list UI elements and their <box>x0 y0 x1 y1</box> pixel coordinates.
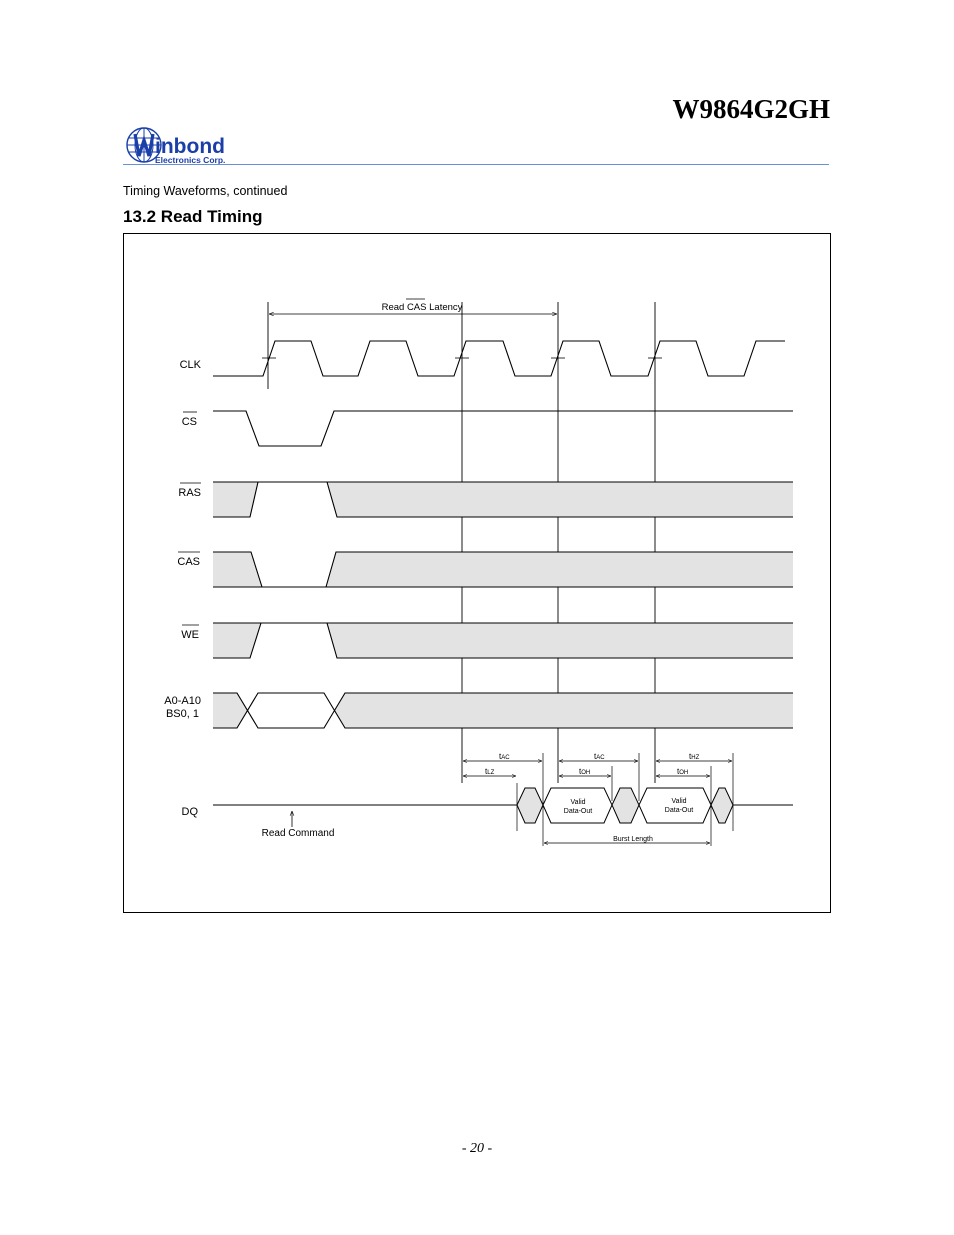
latency-label: Read CAS Latency <box>381 302 463 313</box>
read-command-label: Read Command <box>261 828 335 839</box>
we-waveform <box>213 623 793 658</box>
we-label: WE <box>181 629 199 641</box>
section-title: 13.2 Read Timing <box>123 207 263 226</box>
tlz-label: tLZ <box>485 767 495 776</box>
addr-label-line2: BS0, 1 <box>165 708 199 720</box>
ras-label: RAS <box>178 487 201 499</box>
winbond-logo <box>125 126 255 166</box>
cas-label: CAS <box>177 556 200 568</box>
clk-label: CLK <box>179 359 201 371</box>
dq-waveform <box>213 788 793 823</box>
valid-data-2-line2: Data-Out <box>664 807 694 814</box>
burst-length-label: Burst Length <box>613 836 653 843</box>
cs-waveform <box>213 411 793 446</box>
toh-label-2: tOH <box>677 767 689 776</box>
valid-data-1-line1: Valid <box>570 799 586 806</box>
section-subtitle: Timing Waveforms, continued <box>123 184 288 198</box>
cas-waveform <box>213 552 793 587</box>
page-number: - 20 - <box>461 1141 493 1156</box>
logo-sub-text: Electronics Corp. <box>155 155 226 165</box>
dq-label: DQ <box>181 806 198 818</box>
timing-diagram-frame <box>123 233 831 913</box>
read-timing-diagram <box>124 234 830 912</box>
tac-label-1: tAC <box>499 752 510 761</box>
header-divider <box>123 164 829 165</box>
ras-waveform <box>213 482 793 517</box>
tac-label-2: tAC <box>594 752 605 761</box>
thz-label: tHZ <box>689 752 700 761</box>
cs-label: CS <box>181 416 197 428</box>
logo-main-text: inbond <box>155 135 225 158</box>
part-number: W9864G2GH <box>672 94 830 124</box>
valid-data-2-line1: Valid <box>671 798 687 805</box>
valid-data-1-line2: Data-Out <box>563 808 593 815</box>
address-waveform <box>213 693 793 728</box>
addr-label-line1: A0-A10 <box>164 695 201 707</box>
toh-label-1: tOH <box>579 767 591 776</box>
clk-waveform <box>213 341 785 376</box>
